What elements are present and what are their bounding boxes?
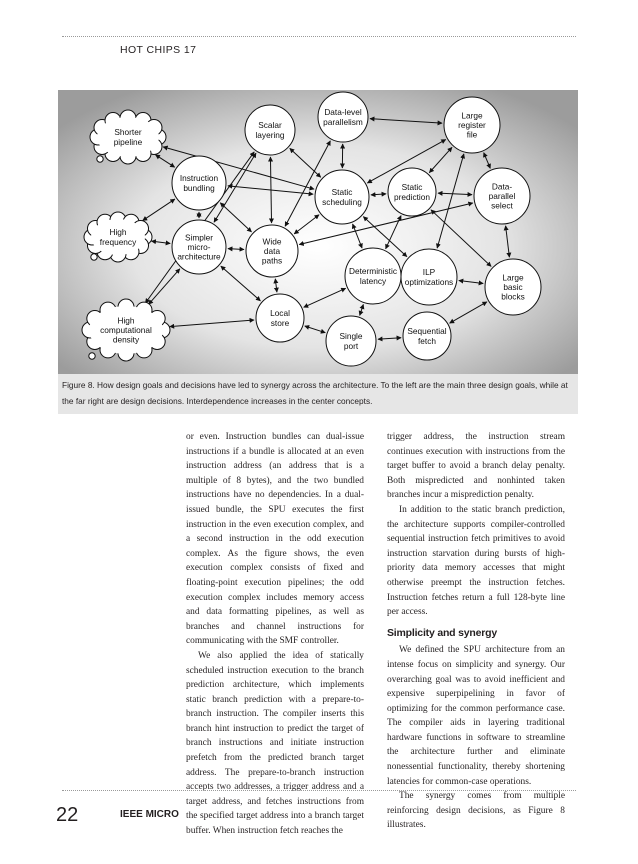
node-label: parallelism <box>323 116 363 127</box>
node-label: bundling <box>183 182 215 193</box>
node-label: Simpler <box>184 232 214 243</box>
left-paragraph-1: or even. Instruction bundles can dual-issue instructions if a bundle is allocated at an even instruction address (an address that is a multiple of 8 bytes), and the two bundled instructions have no dependencies. In a dual-issued bundle, the SPU executes the first instruction in the even execution complex, and a second instruction in the odd execution complex. As the figure shows, the even execution complex consists of fixed and floating-point execution pipelines; the odd execution complex includes memory access and data formatting pipelines, as well as branches and channel instructions for communicating with the SMF controller. <box>186 432 364 647</box>
node-label: Static <box>331 187 353 198</box>
node-label: latency <box>359 275 387 286</box>
node-label: micro- <box>187 242 211 252</box>
node-data-parallel-select <box>474 168 530 224</box>
node-ilp-optimizations <box>401 249 457 305</box>
figure-caption: Figure 8. How design goals and decisions have led to synergy across the architecture. To the left are the main three design goals, while at the far right are design decisions. Interdependence increases in the center concepts. <box>62 380 568 406</box>
node-label: port <box>343 340 359 351</box>
section-heading: Simplicity and synergy <box>387 626 497 639</box>
node-instruction-bundling <box>172 156 226 210</box>
running-head: HOT CHIPS 17 <box>120 44 197 56</box>
node-label: blocks <box>501 291 525 302</box>
node-single-port <box>326 316 376 366</box>
node-label: ILP <box>422 267 436 278</box>
node-label: scheduling <box>322 196 362 207</box>
synergy-diagram <box>58 90 578 374</box>
node-label: High <box>117 315 135 326</box>
node-large-register-file <box>444 97 500 153</box>
node-local-store <box>256 294 304 342</box>
node-label: Wide <box>262 236 282 247</box>
node-label: Large <box>502 272 524 283</box>
node-static-prediction <box>388 168 436 216</box>
top-dotted-rule <box>62 36 576 37</box>
node-scalar-layering <box>245 105 295 155</box>
node-label: Deterministic <box>349 266 397 277</box>
node-large-basic-blocks <box>485 259 541 315</box>
node-label: Static <box>401 182 423 193</box>
node-label: architecture <box>177 251 221 262</box>
node-label: Sequential <box>407 326 447 337</box>
node-wide-data-paths <box>246 225 298 277</box>
node-sequential-fetch <box>403 312 451 360</box>
node-label: Large <box>461 110 483 121</box>
node-label: select <box>491 200 513 211</box>
node-label: Data- <box>491 181 513 192</box>
node-label: data <box>263 246 281 256</box>
node-deterministic-latency <box>345 248 401 304</box>
node-label: store <box>270 317 290 328</box>
node-label: parallel <box>488 191 516 201</box>
node-label: Local <box>270 308 290 319</box>
node-label: density <box>112 334 140 345</box>
node-label: Instruction <box>179 173 219 184</box>
node-label: file <box>466 129 478 140</box>
right-paragraph-1: trigger address, the instruction stream continues execution with instructions from the target buffer to avoid a branch delay penalty. Both mispredicted and nonhinted taken branches incur a misprediction penalty. <box>387 432 565 501</box>
right-paragraph-2: In addition to the static branch prediction, the architecture supports compiler-controlled sequential instruction fetch primitives to avoid instruction starvation during bursts of high-priority data memory accesses that might otherwise preempt the instruction fetches. Instruction fetches return a full 128-byte line per access. <box>387 504 565 618</box>
node-label: Data-level <box>324 107 362 118</box>
node-label: fetch <box>418 335 436 346</box>
bottom-dotted-rule <box>62 790 576 791</box>
node-label: Single <box>339 331 363 342</box>
body-column-left <box>186 430 364 839</box>
page-number: 22 <box>56 804 79 826</box>
node-label: layering <box>255 129 285 140</box>
node-label: paths <box>261 255 283 266</box>
node-label: basic <box>503 282 523 292</box>
body-column-right <box>387 430 565 833</box>
node-label: Scalar <box>258 120 282 131</box>
node-label: pipeline <box>113 136 143 147</box>
node-label: Shorter <box>114 127 142 138</box>
node-label: frequency <box>99 236 137 247</box>
journal-name: IEEE MICRO <box>120 809 179 820</box>
right-paragraph-4: The synergy comes from multiple reinforcing design decisions, as Figure 8 illustrates. <box>387 791 565 831</box>
node-simpler-micro <box>172 220 226 274</box>
left-paragraph-2: We also applied the idea of statically scheduled instruction execution to the branch prediction architecture, which implements static branch prediction with a prepare-to-branch instruction. The compiler inserts this branch hint instruction to predict the target of branch instructions and initiate instruction prefetch from the predicted branch target address. The prepare-to-branch instruction accepts two addresses, a trigger address and a target address, and fetches instructions from the specified target address into a branch target buffer. When instruction fetch reaches the <box>186 650 364 837</box>
node-label: High <box>109 227 127 238</box>
node-static-scheduling <box>315 170 369 224</box>
node-data-level-parallelism <box>318 92 368 142</box>
right-paragraph-3: We defined the SPU architecture from an intense focus on simplicity and synergy. Our overarching goal was to avoid inefficient and expensive superpipelining in favor of optimizing for the common performance case. The compiler aids in layering traditional hardware functions in software to streamline the architecture further and eliminate nonessential functionality, thereby shortening latencies for common-case operations. <box>387 645 565 787</box>
node-label: optimizations <box>404 276 454 287</box>
node-label: register <box>458 120 486 130</box>
node-label: computational <box>100 325 152 335</box>
node-label: prediction <box>394 191 430 202</box>
